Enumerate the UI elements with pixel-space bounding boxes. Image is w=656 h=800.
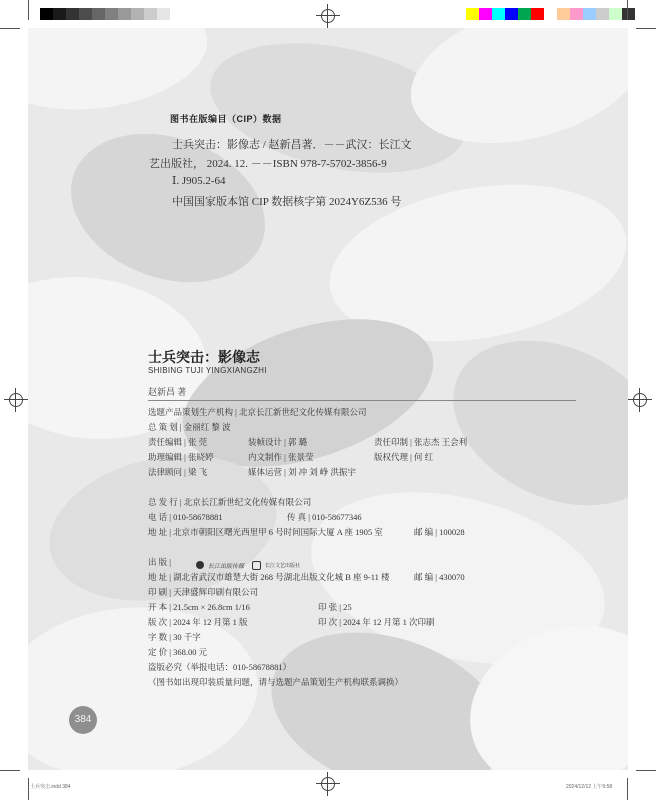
edition: 版 次 | 2024 年 12 月第 1 版 (148, 617, 248, 627)
publisher-logo (196, 556, 301, 570)
color-swatch (531, 8, 544, 20)
author: 赵新昌 著 (148, 387, 187, 397)
color-swatch (505, 8, 518, 20)
book-format: 开 本 | 21.5cm × 26.8cm 1/16 (148, 602, 250, 612)
credit-rights-agent: 版权代理 | 何 红 (374, 452, 434, 462)
color-swatch (622, 8, 635, 20)
printing: 印 次 | 2024 年 12 月第 1 次印刷 (318, 617, 435, 627)
printer: 印 刷 | 天津盛辉印刷有限公司 (148, 587, 259, 597)
piracy-notice: 盗版必究（举报电话：010-58678881） (148, 662, 292, 672)
color-swatch (157, 8, 170, 20)
registration-mark-bottom (316, 772, 340, 796)
color-swatch (66, 8, 79, 20)
color-swatch (53, 8, 66, 20)
trim-mark (636, 28, 656, 29)
color-swatch (557, 8, 570, 20)
color-swatch (492, 8, 505, 20)
distributor-address: 地 址 | 北京市朝阳区曙光西里甲 6 号时间国际大厦 A 座 1905 室 (148, 527, 383, 537)
publisher-label: 出 版 | (148, 557, 171, 567)
color-swatch (544, 8, 557, 20)
trim-mark (0, 28, 20, 29)
credit-layout: 内文制作 | 张景莹 (248, 452, 314, 462)
color-swatch (40, 8, 53, 20)
credit-editor: 责任编辑 | 张 莞 (148, 437, 208, 447)
registration-mark-top (316, 4, 340, 28)
cip-heading: 图书在版编目（CIP）数据 (170, 114, 282, 124)
book-title: 士兵突击：影像志 (148, 351, 260, 366)
publisher-logo-mark-2 (252, 561, 261, 570)
color-bar (466, 8, 638, 20)
book-title-pinyin: SHIBING TUJI YINGXIANGZHI (148, 366, 267, 375)
trim-mark (28, 0, 29, 20)
registration-mark-right (628, 388, 652, 412)
distributor-phone: 电 话 | 010-58678881 (148, 512, 223, 522)
color-swatch (583, 8, 596, 20)
quality-notice: （图书如出现印装质量问题，请与选题产品策划生产机构联系调换） (148, 677, 404, 687)
trim-mark (627, 778, 628, 800)
color-swatch (92, 8, 105, 20)
color-swatch (609, 8, 622, 20)
publisher-address: 地 址 | 湖北省武汉市雄楚大街 268 号湖北出版文化城 B 座 9-11 楼 (148, 572, 390, 582)
grayscale-bar (40, 8, 180, 20)
color-swatch (144, 8, 157, 20)
chief-planner: 总 策 划 | 金丽红 黎 波 (148, 422, 231, 432)
planning-org: 选题产品策划生产机构 | 北京长江新世纪文化传媒有限公司 (148, 407, 367, 417)
credit-assistant-editor: 助理编辑 | 张晓婷 (148, 452, 214, 462)
cip-line-1: 士兵突击：影像志 / 赵新昌著．－－武汉：长江文 (172, 139, 412, 151)
color-swatch (466, 8, 479, 20)
trim-mark (627, 0, 628, 20)
color-swatch (105, 8, 118, 20)
cip-line-3: Ⅰ. J905.2-64 (172, 175, 226, 187)
distributor-fax: 传 真 | 010-58677346 (287, 512, 362, 522)
divider (148, 400, 576, 401)
color-swatch (479, 8, 492, 20)
distributor-postcode: 邮 编 | 100028 (414, 527, 465, 537)
publisher-logo-text-2: 长江文艺出版社 (265, 563, 301, 569)
word-count: 字 数 | 30 千字 (148, 632, 201, 642)
color-swatch (170, 8, 183, 20)
registration-mark-left (4, 388, 28, 412)
credit-print-manager: 责任印制 | 张志杰 王会利 (374, 437, 468, 447)
footer-timestamp: 2024/12/12 上午9:58 (566, 784, 613, 790)
trim-mark (28, 778, 29, 800)
color-swatch (570, 8, 583, 20)
color-swatch (79, 8, 92, 20)
cip-line-4: 中国国家版本馆 CIP 数据核字第 2024Y6Z536 号 (172, 196, 402, 208)
credit-designer: 装帧设计 | 郭 璐 (248, 437, 308, 447)
cip-line-2: 艺出版社， 2024. 12. －－ISBN 978-7-5702-3856-9 (149, 158, 387, 170)
trim-mark (0, 770, 20, 771)
credit-media: 媒体运营 | 刘 冲 刘 峥 洪振宇 (248, 467, 356, 477)
print-sheets: 印 张 | 25 (318, 602, 352, 612)
camo-patch (28, 28, 215, 123)
color-swatch (131, 8, 144, 20)
color-swatch (518, 8, 531, 20)
price: 定 价 | 368.00 元 (148, 647, 208, 657)
footer-file: 士兵突击.indd 384 (30, 784, 71, 790)
color-swatch (596, 8, 609, 20)
color-swatch (118, 8, 131, 20)
distributor: 总 发 行 | 北京长江新世纪文化传媒有限公司 (148, 497, 312, 507)
trim-mark (636, 770, 656, 771)
page-number-badge: 384 (69, 706, 97, 734)
publisher-logo-text: 长江出版传媒 (208, 563, 245, 570)
publisher-postcode: 邮 编 | 430070 (414, 572, 465, 582)
credit-legal: 法律顾问 | 梁 飞 (148, 467, 208, 477)
